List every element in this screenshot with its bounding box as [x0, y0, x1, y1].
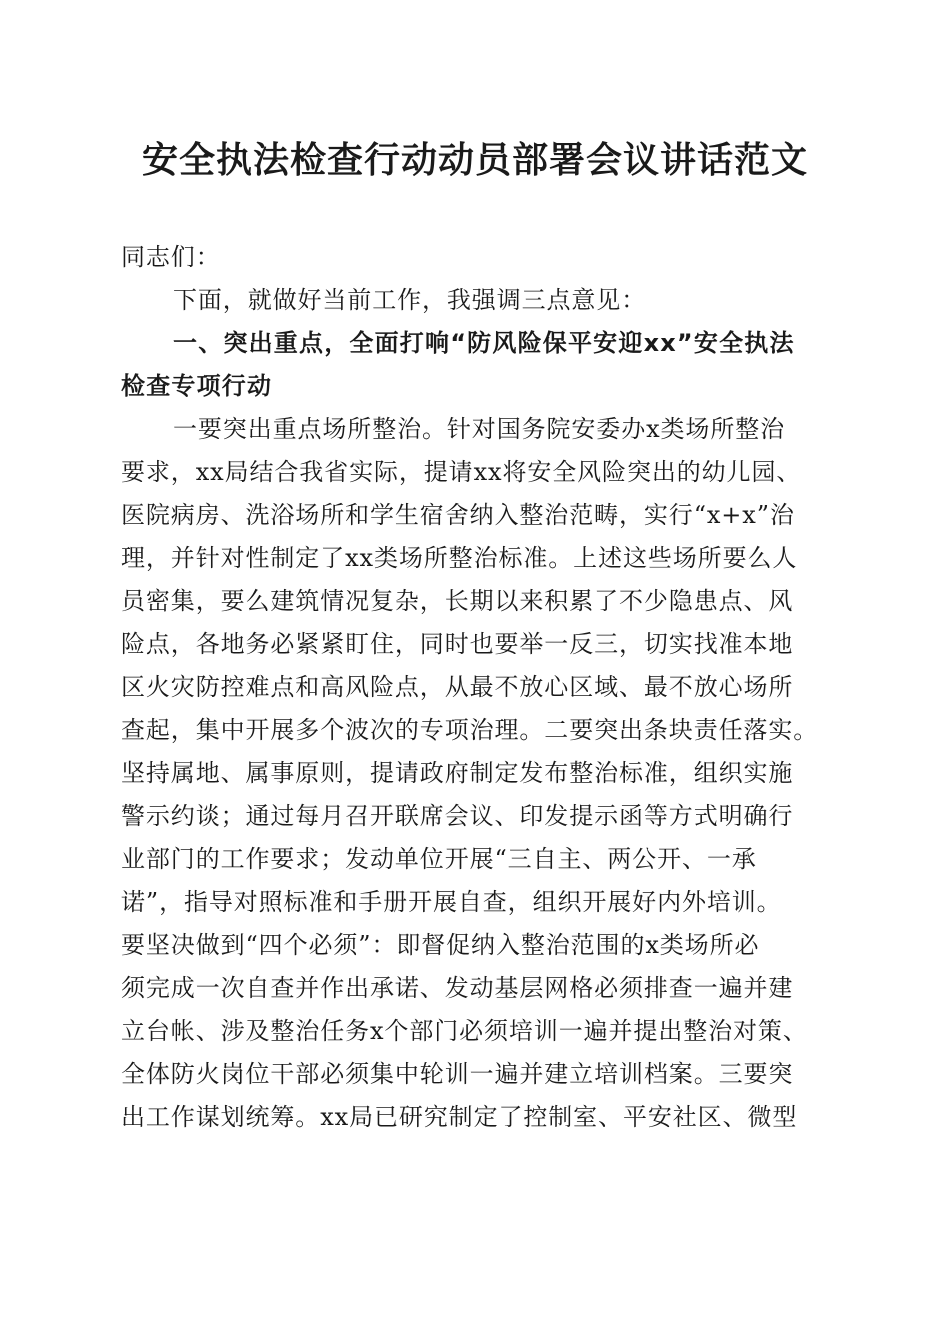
paragraph-line: 业部门的工作要求；发动单位开展“三自主、两公开、一承 [121, 845, 757, 873]
paragraph-line: 全体防火岗位干部必须集中轮训一遍并建立培训档案。三要突 [121, 1060, 794, 1088]
intro-paragraph: 下面，就做好当前工作，我强调三点意见： [173, 286, 647, 314]
document-body [121, 236, 841, 1139]
section-heading-line-1: 一、突出重点，全面打响“防风险保平安迎xx”安全执法 [173, 329, 795, 357]
paragraph-line: 须完成一次自查并作出承诺、发动基层网格必须排查一遍并建 [121, 974, 794, 1002]
paragraph-line: 员密集，要么建筑情况复杂，长期以来积累了不少隐患点、风 [121, 587, 794, 615]
paragraph-line: 理，并针对性制定了xx类场所整治标准。上述这些场所要么人 [121, 544, 798, 572]
paragraph-line: 立台帐、涉及整治任务x个部门必须培训一遍并提出整治对策、 [121, 1017, 808, 1045]
document-title: 安全执法检查行动动员部署会议讲话范文 [141, 139, 808, 181]
section-heading-line-2: 检查专项行动 [121, 372, 273, 400]
paragraph-line: 医院病房、洗浴场所和学生宿舍纳入整治范畴，实行“x+x”治 [121, 501, 795, 529]
paragraph-line: 坚持属地、属事原则，提请政府制定发布整治标准，组织实施 [121, 759, 794, 787]
salutation: 同志们： [121, 243, 221, 271]
paragraph-line: 诺”，指导对照标准和手册开展自查，组织开展好内外培训。 [121, 888, 782, 916]
paragraph-line: 险点，各地务必紧紧盯住，同时也要举一反三，切实找准本地 [121, 630, 794, 658]
paragraph-line: 区火灾防控难点和高风险点，从最不放心区域、最不放心场所 [121, 673, 794, 701]
section-paragraph [121, 408, 841, 1139]
paragraph-line: 出工作谋划统筹。xx局已研究制定了控制室、平安社区、微型 [121, 1103, 798, 1131]
paragraph-line: 要坚决做到“四个必须”：即督促纳入整治范围的x类场所必 [121, 931, 760, 959]
paragraph-line: 警示约谈；通过每月召开联席会议、印发提示函等方式明确行 [121, 802, 794, 830]
paragraph-line: 要求，xx局结合我省实际，提请xx将安全风险突出的幼儿园、 [121, 458, 802, 486]
paragraph-line: 查起，集中开展多个波次的专项治理。二要突出条块责任落实。 [121, 716, 819, 744]
paragraph-line: 一要突出重点场所整治。针对国务院安委办x类场所整治 [173, 415, 786, 443]
